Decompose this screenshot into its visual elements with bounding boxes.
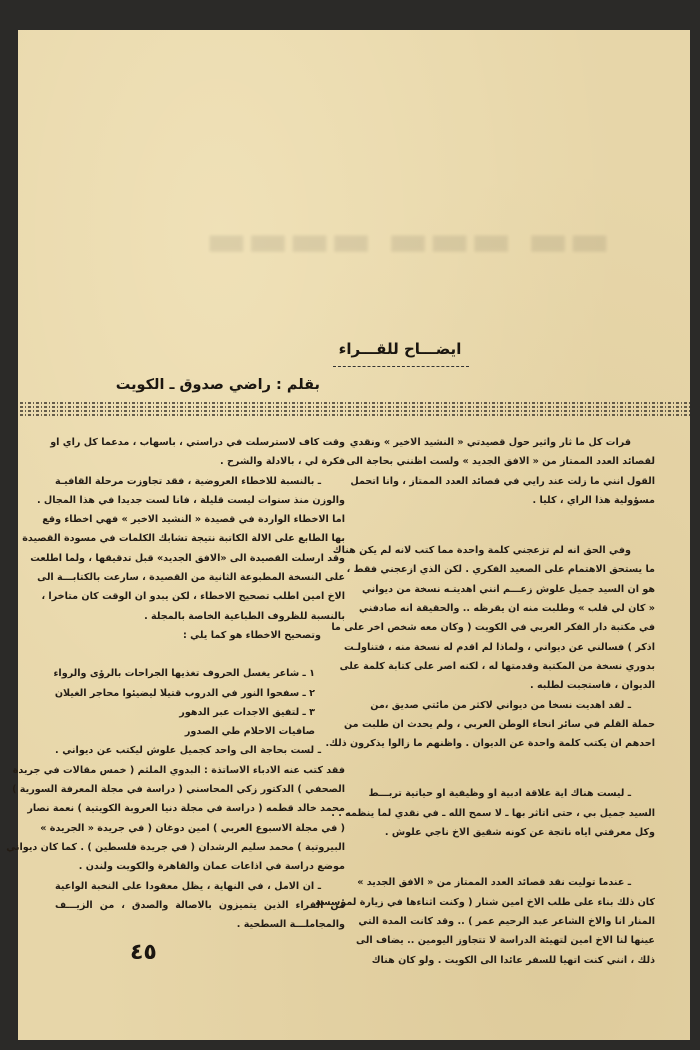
text-line: فكرة لي ، بالادلة والشرح . (220, 456, 345, 468)
paragraph (50, 433, 345, 472)
paragraph (325, 696, 655, 754)
text-line: اما الاخطاء الواردة في قصيدة « النشيد الاخير » فهي اخطاء وقع (42, 514, 345, 526)
right-column (315, 433, 655, 970)
paragraph (6, 741, 345, 876)
text-line: وتصحيح الاخطاء هو كما يلي : (182, 629, 321, 641)
text-line: ـ لقد اهديت نسخا من ديواني لاكثر من مائتي صديق ،من (370, 699, 631, 711)
paragraph-gap (372, 842, 655, 873)
text-line: ـ بالنسبة للاخطاء العروضية ، فقد تجاوزت مرحلة القافيـة (55, 475, 321, 487)
text-line: قرات كل ما ثار واثير حول قصيدتي « النشيد الاخير » ونقدي (349, 437, 631, 448)
paragraph (315, 873, 655, 969)
article-title: ايضـــاح للقـــراء (338, 340, 462, 358)
text-line: وكل معرفتي اياه ناتجة عن كونه شقيق الاخ ناجي علوش . (384, 827, 655, 839)
paragraph-gap (372, 753, 655, 784)
page-number: ٤٥ (130, 940, 157, 965)
text-line: موضع دراسة في اذاعات عمان والقاهرة والكويت ولندن . (78, 861, 345, 873)
paragraph-gap (372, 510, 655, 541)
title-underline (333, 366, 469, 367)
text-line: حملة القلم في سائر انحاء الوطن العربي ، ولم يحدث ان طلبت من (344, 718, 655, 730)
verse-line: ٣ ـ لتفيق الاجدات عبر الدهور (179, 706, 315, 718)
text-line: والمجاملـــة السطحية . (236, 919, 345, 931)
verse-line: صافيات الاحلام طي الصدور (184, 726, 315, 738)
text-line: بها الطابع على الالة الكاتبة نتيجة تشابك الكلمات في مسودة القصيدة (22, 533, 345, 545)
text-line: وفي الحق انه لم تزعجني كلمة واحدة مما كتب لانه لم يكن هناك (332, 545, 631, 557)
text-line: محمد خالد قطمه ( دراسة في مجلة دنيا العروبة الكويتية ) نعمة نصار (27, 803, 345, 815)
text-line: على النسخة المطبوعة الثانية من القصيدة ، سارعت بالكتابـــة الى (37, 572, 345, 584)
text-line: ـ عندما توليت نقد قصائد العدد الممتاز من « الافق الجديد » (357, 877, 631, 889)
verse-line: ٢ ـ سفحوا النور في الدروب قتيلا ليضيئوا محاجر الغيلان (54, 687, 315, 699)
text-line: كان ذلك بناء على طلب الاخ امين شنار ( وكنت اثناءها في زيارة لمؤسسة (315, 896, 655, 908)
article-byline: بقلم : راضي صدوق ـ الكويت (115, 377, 320, 393)
show-through-text: ▬▬ ▬▬▬ ▬▬▬▬ (205, 215, 611, 266)
text-line: القول انني ما زلت عند رايي في قصائد العدد الممتاز ، وانا اتحمل (350, 475, 655, 487)
text-line: ذلك ، انني كنت اتهيا للسفر عائدا الى الكويت . ولو كان هناك (371, 954, 655, 966)
text-line: مسؤولية هذا الراي ، كليا . (532, 494, 655, 506)
text-line: لقصائد العدد الممتاز من « الافق الجديد » ولست اظنني بحاجة الى (346, 456, 655, 468)
poem-corrections (55, 664, 345, 741)
text-line: والوزن منذ سنوات ليست قليلة ، فانا لست جديدا في هذا المجال . (36, 494, 345, 506)
text-line: اذكر ) فسالني عن ديواني ، ولماذا لم اقدم له نسخة منه ، فتناولـت (343, 641, 655, 653)
paragraph (346, 433, 655, 510)
text-line: المنار انا والاخ الشاعر عبد الرحيم عمر ) .. وقد كانت المدة التي (358, 915, 655, 927)
text-line: في مكتبة دار الفكر العربي في الكويت ( وكان معه شخص اخر على ما (331, 622, 655, 634)
verse-line: ١ ـ شاعر يغسل الحروف تغذيها الجراحات بالرؤى والرواء (53, 668, 315, 680)
paragraph (55, 877, 345, 935)
paragraph (331, 541, 655, 695)
text-line: فقد كتب عنه الادباء الاساتذة : البدوي الملثم ( خمس مقالات في جريدة (12, 764, 345, 776)
text-line: ما يستحق الاهتمام على الصعيد الفكري . لكن الذي ازعجني فقط ، (346, 564, 655, 576)
text-line: احدهم ان يكتب كلمة واحدة عن الديوان . واظنهم ما زالوا يذكرون ذلك. (325, 738, 655, 750)
text-line: بدوري نسخة من المكتبة وقدمتها له ، لكنه اصر على كتابة كلمة على (339, 660, 655, 672)
text-line: « كان لي قلب » وطلبت منه ان يقرظه .. والحقيقة انه صادفني (359, 603, 655, 615)
text-line: بالنسبة للظروف الطباعية الخاصة بالمجلة . (144, 610, 345, 622)
paragraph-gap (55, 645, 345, 664)
text-line: الصحفي ) الدكتور زكي المحاسني ( دراسة في مجلة المعرفة السورية ) (12, 784, 345, 796)
text-line: ـ ان الامل ، في النهاية ، يظل معقودا على النخبة الواعية (55, 880, 321, 892)
text-line: الاخ امين اطلب تصحيح الاخطاء ، لكن يبدو ان الوقت كان متاخرا ، (41, 591, 345, 603)
text-line: عينها لنا الاخ امين لتهيئة الدراسة لا تتجاوز اليومين .. يضاف الى (356, 935, 655, 947)
text-line: البيروتية ) محمد سليم الرشدان ( في جريدة فلسطين ) . كما كان ديواني (6, 841, 345, 853)
paragraph (55, 626, 345, 645)
ornamental-divider (20, 402, 690, 416)
text-line: ـ ليست هناك اية علاقة ادبية او وظيفية او حياتية تربـــط (368, 788, 631, 800)
text-line: من القراء الذين يتميزون بالاصالة والصدق ، من الزيـــف (55, 899, 345, 911)
paragraph (331, 784, 655, 842)
text-line: هو ان السيد جميل علوش زعـــم انني اهديتـه نسخة من ديواني (361, 583, 655, 595)
text-line: وقد ارسلت القصيدة الى «الافق الجديد» قبل تدقيقها ، ولما اطلعت (30, 552, 345, 564)
left-column (6, 433, 345, 934)
text-line: ( في مجلة الاسبوع العربي ) امين دوغان ( في جريدة « الجريدة » (40, 822, 345, 834)
text-line: وقت كاف لاسترسلت في دراستي ، باسهاب ، مدعما كل راي او (50, 437, 345, 448)
text-line: الديوان ، فاستجبت لطلبه . (530, 680, 655, 692)
paragraph (22, 472, 345, 626)
text-line: ـ لست بحاجة الى واحد كجميل علوش ليكتب عن ديواني . (55, 745, 321, 757)
text-line: السيد جميل بي ، حتى اتاثر بها ـ لا سمح الله ـ في نقدي لما ينظمه . . (331, 807, 655, 819)
